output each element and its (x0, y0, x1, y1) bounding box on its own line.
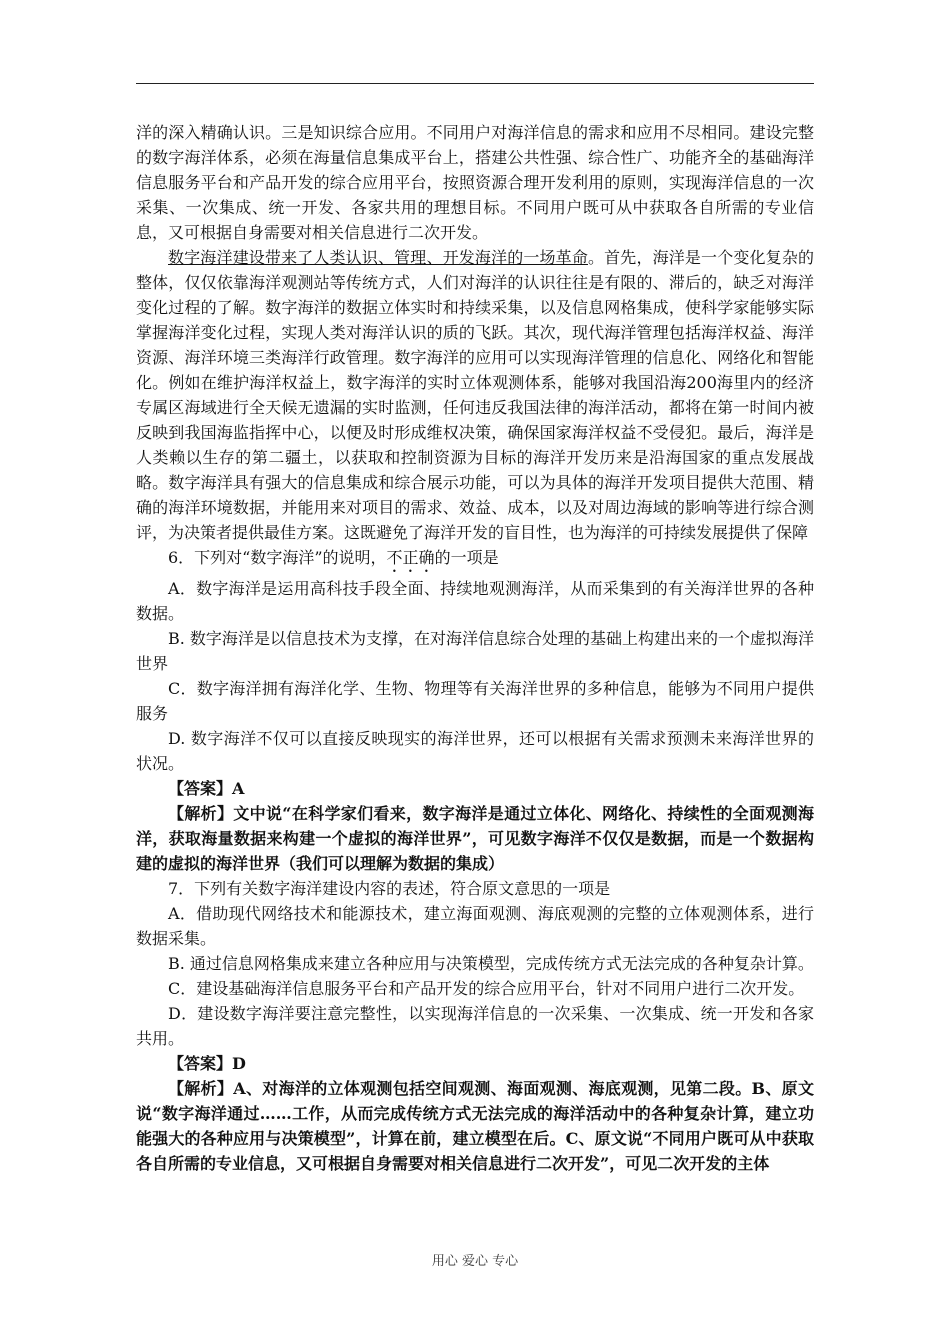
question-7-answer: 【答案】D (168, 1054, 246, 1073)
question-7-option-d: D．建设数字海洋要注意完整性，以实现海洋信息的一次采集、一次集成、统一开发和各家共用。 (136, 1004, 814, 1048)
question-6-answer: 【答案】A (168, 779, 245, 798)
question-6-analysis: 【解析】文中说“在科学家们看来，数字海洋是通过立体化、网络化、持续性的全面观测海洋，获取海量数据来构建一个虚拟的海洋世界”，可见数字海洋不仅仅是数据，而是一个数据构建的虚拟的海洋世界（我们可以理解为数据的集成） (136, 804, 814, 873)
passage-paragraph-2-rest: 。首先，海洋是一个变化复杂的整体，仅仅依靠海洋观测站等传统方式，人们对海洋的认识往往是有限的、滞后的，缺乏对海洋变化过程的了解。数字海洋的数据立体实时和持续采集，以及信息网格集成，使科学家能够实际掌握海洋变化过程，实现人类对海洋认识的质的飞跃。其次，现代海洋管理包括海洋权益、海洋资源、海洋环境三类海洋行政管理。数字海洋的应用可以实现海洋管理的信息化、网络化和智能化。例如在维护海洋权益上，数字海洋的实时立体观测体系，能够对我国沿海200海里内的经济专属区海域进行全天候无遗漏的实时监测，任何违反我国法律的海洋活动，都将在第一时间内被反映到我国海监指挥中心，以便及时形成维权决策，确保国家海洋权益不受侵犯。最后，海洋是人类赖以生存的第二疆土，以获取和控制资源为目标的海洋开发历来是沿海国家的重点发展战略。数字海洋具有强大的信息集成和综合展示功能，可以为具体的海洋开发项目提供大范围、精确的海洋环境数据，并能用来对项目的需求、效益、成本，以及对周边海域的影响等进行综合测评，为决策者提供最佳方案。这既避免了海洋开发的盲目性，也为海洋的可持续发展提供了保障 (136, 248, 814, 542)
header-rule (136, 83, 814, 84)
underlined-key-sentence: 数字海洋建设带来了人类认识、管理、开发海洋的一场革命 (168, 248, 588, 267)
question-6-option-c: C．数字海洋拥有海洋化学、生物、物理等有关海洋世界的多种信息，能够为不同用户提供服务 (136, 679, 814, 723)
document-body (136, 120, 814, 1176)
passage-paragraph-1: 洋的深入精确认识。三是知识综合应用。不同用户对海洋信息的需求和应用不尽相同。建设完整的数字海洋体系，必须在海量信息集成平台上，搭建公共性强、综合性广、功能齐全的基础海洋信息服务平台和产品开发的综合应用平台，按照资源合理开发利用的原则，实现海洋信息的一次采集、一次集成、统一开发、各家共用的理想目标。不同用户既可从中获取各自所需的专业信息，又可根据自身需要对相关信息进行二次开发。 (136, 123, 814, 242)
question-6-option-a: A．数字海洋是运用高科技手段全面、持续地观测海洋，从而采集到的有关海洋世界的各种数据。 (136, 579, 814, 623)
question-6-option-b: B. 数字海洋是以信息技术为支撑，在对海洋信息综合处理的基础上构建出来的一个虚拟海洋世界 (136, 629, 814, 673)
passage-paragraph-2 (136, 245, 814, 545)
question-7-option-a: A．借助现代网络技术和能源技术，建立海面观测、海底观测的完整的立体观测体系，进行数据采集。 (136, 904, 814, 948)
question-6-stem (136, 545, 814, 576)
emphasis-not-correct: 不正确 (386, 548, 435, 567)
question-6-stem-start: 6．下列对“数字海洋”的说明， (168, 548, 387, 567)
question-7-option-c: C．建设基础海洋信息服务平台和产品开发的综合应用平台，针对不同用户进行二次开发。 (168, 979, 805, 998)
question-7-option-b: B. 通过信息网格集成来建立各种应用与决策模型，完成传统方式无法完成的各种复杂计算。 (168, 954, 814, 973)
question-6-stem-end: 的一项是 (434, 548, 499, 567)
question-6-option-d: D. 数字海洋不仅可以直接反映现实的海洋世界，还可以根据有关需求预测未来海洋世界的状况。 (136, 729, 814, 773)
question-7-analysis: 【解析】A、对海洋的立体观测包括空间观测、海面观测、海底观测，见第二段。B、原文说“数字海洋通过……工作，从而完成传统方式无法完成的海洋活动中的各种复杂计算，建立功能强大的各种应用与决策模型”，计算在前，建立模型在后。C、原文说“不同用户既可从中获取各自所需的专业信息，又可根据自身需要对相关信息进行二次开发”，可见二次开发的主体 (136, 1079, 814, 1173)
question-7-stem: 7．下列有关数字海洋建设内容的表述，符合原文意思的一项是 (168, 879, 611, 898)
page-footer: 用心 爱心 专心 (431, 1254, 519, 1269)
